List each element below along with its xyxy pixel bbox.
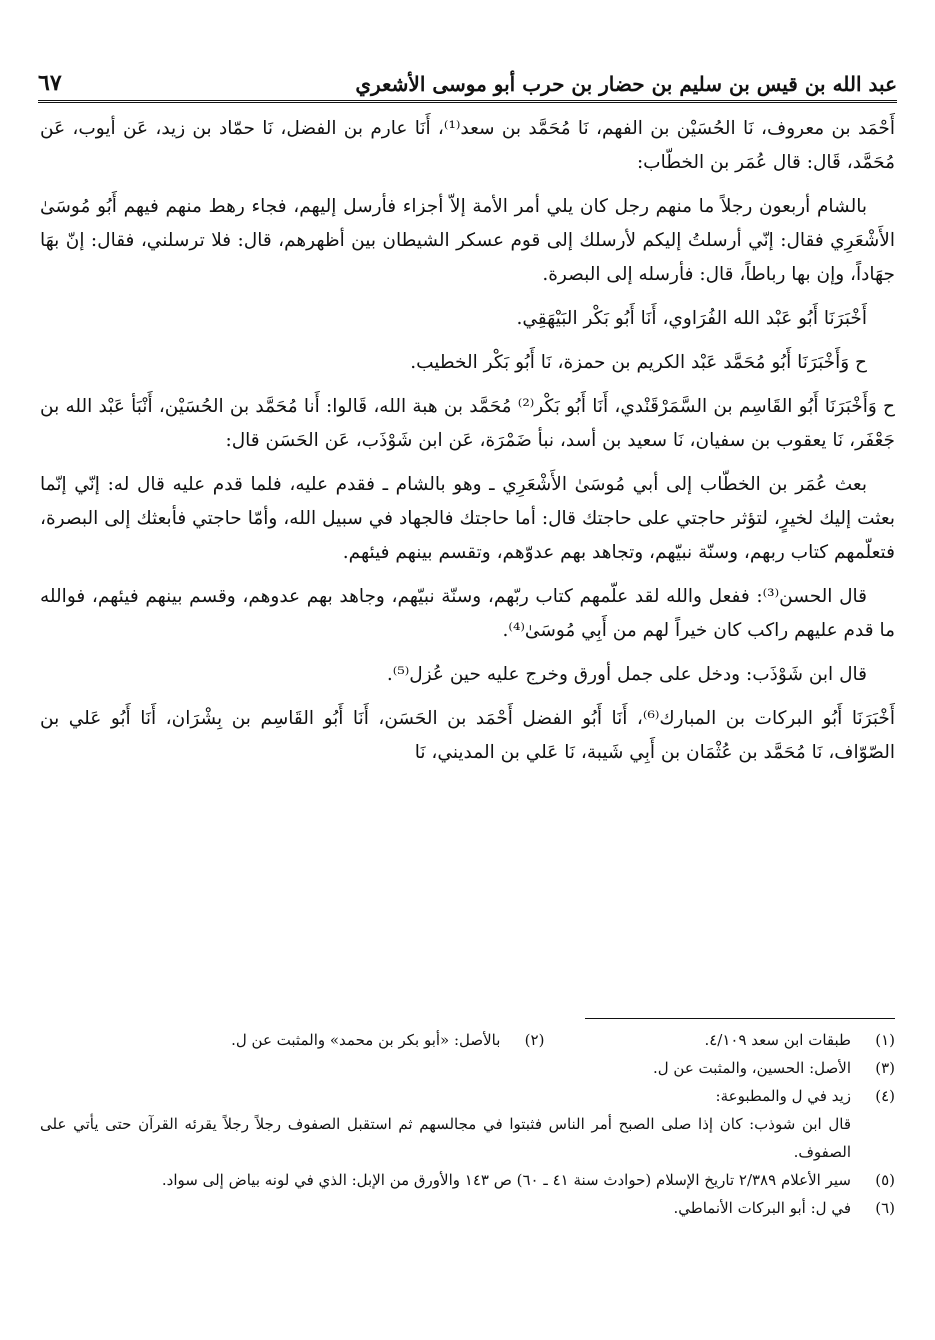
footnote-text: زيد في ل والمطبوعة: <box>715 1087 851 1105</box>
footnote-4 <box>40 1082 895 1110</box>
paragraph-7: قال الحسن⁽³⁾: ففعل والله لقد علّمهم كتاب ربّهم، وسنّة نبيّهم، وجاهد بهم عدوهم، وقسم بينهم فيئهم، فوالله ما قدم عليهم راكب كان خيراً لهم من أَبِي مُوسَىٰ⁽⁴⁾. <box>40 586 895 641</box>
header-title: عبد الله بن قيس بن سليم بن حضار بن حرب أبو موسى الأشعري <box>355 72 897 96</box>
paragraph-1: أَحْمَد بن معروف، نَا الحُسَيْن بن الفهم، نَا مُحَمَّد بن سعد⁽¹⁾، أَنَا عارم بن الفضل، نَا حمّاد بن زيد، عَن أيوب، عَن مُحَمَّد، قَال: قال عُمَر بن الخطّاب: <box>40 118 895 173</box>
footnote-2 <box>231 1026 544 1054</box>
paragraph-4: ح وَأَخْبَرَنَا أَبُو مُحَمَّد عَبْد الكريم بن حمزة، نَا أَبُو بَكْر الخطيب. <box>410 352 867 373</box>
running-header <box>38 58 897 103</box>
footnote-number: (١) <box>875 1031 895 1049</box>
footnote-number: (٤) <box>875 1087 895 1105</box>
footnote-number: (٢) <box>524 1031 545 1049</box>
footnote-number: (٦) <box>875 1199 895 1217</box>
footnote-row-1-2 <box>40 1026 895 1054</box>
footnote-separator <box>585 1018 895 1019</box>
footnote-text: سير الأعلام ٢/٣٨٩ تاريخ الإسلام (حوادث سنة ٤١ ـ ٦٠) ص ١٤٣ والأورق من الإبل: الذي في لونه بياض إلى سواد. <box>161 1171 851 1189</box>
footnote-text: قال ابن شوذب: كان إذا صلى الصبح أمر الناس فثبتوا في مجالسهم ثم استقبل الصفوف رجلاً رجلاً يقرئه القرآن حتى يأتي على الصفوف. <box>40 1115 851 1161</box>
paragraph-2: بالشام أربعون رجلاً ما منهم رجل كان يلي أمر الأمة إلاّ أجزاء فأرسل إليهم، فجاء رهط منهم فيهم أَبُو مُوسَىٰ الأَشْعَرِي فقال: إنّي أرسلتُ إليكم لأرسلك إلى قوم عسكر الشيطان بين أظهرهم، قال: فلا ترسلني، فقال: إنّ بهَا جهَاداً، وإن بها رباطاً، قال: فأرسله إلى البصرة. <box>40 196 895 285</box>
paragraph-8: قال ابن شَوْذَب: ودخل على جمل أورق وخرج عليه حين عُزل⁽⁵⁾. <box>386 664 867 685</box>
footnote-5 <box>40 1166 895 1194</box>
footnote-text: بالأصل: «أبو بكر بن محمد» والمثبت عن ل. <box>231 1031 501 1049</box>
footnote-6 <box>40 1194 895 1222</box>
footnote-text: في ل: أبو البركات الأنماطي. <box>673 1199 851 1217</box>
page-number: ٦٧ <box>38 70 62 96</box>
footnote-text: طبقات ابن سعد ٤/١٠٩. <box>704 1031 851 1049</box>
paragraph-6: بعث عُمَر بن الخطّاب إلى أبي مُوسَىٰ الأَشْعَرِي ـ وهو بالشام ـ فقدم عليه، فلما قدم عليه قال له: إنّي إنّما بعثت إليك لخيرٍ، لتؤثر حاجتي على حاجتك قال: أما حاجتك فالجهاد في سبيل الله، وأمّا حاجتي فأبعثك إلى البصرة، فتعلّمهم كتاب ربهم، وسنّة نبيّهم، وتجاهد بهم عدوّهم، وتقسم بينهم فيئهم. <box>40 474 895 563</box>
footnotes <box>40 1026 895 1222</box>
footnote-4-quote <box>40 1110 895 1166</box>
paragraph-9: أَخْبَرَنَا أَبُو البركات بن المبارك⁽⁶⁾، أَنَا أَبُو الفضل أَحْمَد بن الحَسَن، أَنَا أَبُو القَاسِم بن بِشْرَان، أَنَا أَبُو عَلي بن الصّوّاف، نَا مُحَمَّد بن عُثْمَان بن أَبِي شَيبة، نَا عَلي بن المديني، نَا <box>40 708 895 763</box>
footnote-number: (٥) <box>875 1171 895 1189</box>
paragraph-3: أَخْبَرَنَا أَبُو عَبْد الله الفُرَاوي، أَنَا أَبُو بَكْر البَيْهَقِي. <box>516 308 867 329</box>
footnote-3 <box>40 1054 895 1082</box>
main-text <box>40 112 895 780</box>
paragraph-5: ح وَأَخْبَرَنَا أَبُو القَاسِم بن السَّمَرْقَنْدي، أَنَا أَبُو بَكْر⁽²⁾ مُحَمَّد بن هبة الله، قَالوا: أَنا مُحَمَّد بن الحُسَيْن، أَنْبَأ عَبْد الله بن جَعْفَر، نَا يعقوب بن سفيان، نَا سعيد بن أسد، نبأ ضَمْرَة، عَن ابن شَوْذَب، عَن الحَسَن قال: <box>40 396 895 451</box>
footnote-text: الأصل: الحسين، والمثبت عن ل. <box>652 1059 851 1077</box>
footnote-number: (٣) <box>875 1059 895 1077</box>
footnote-1 <box>704 1026 895 1054</box>
